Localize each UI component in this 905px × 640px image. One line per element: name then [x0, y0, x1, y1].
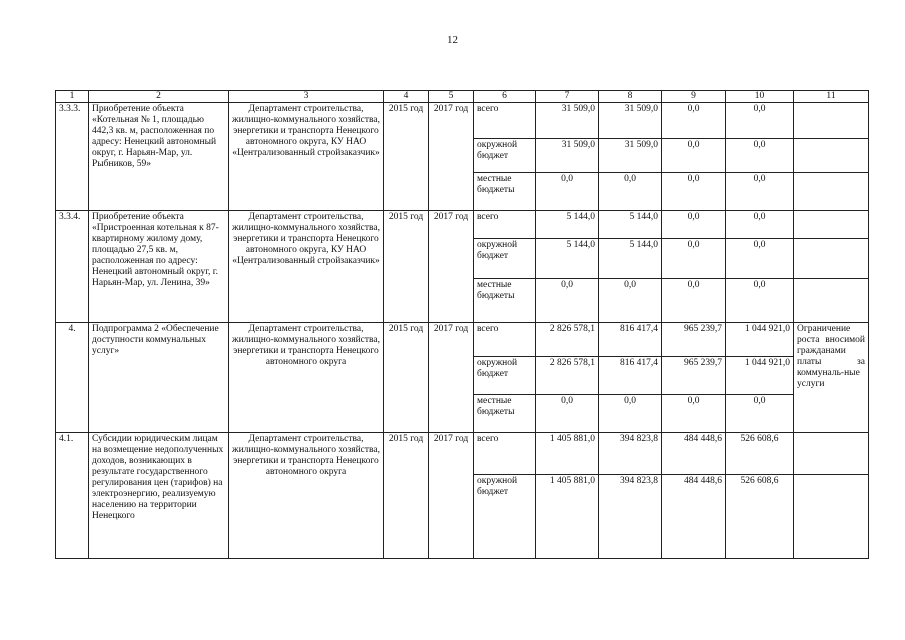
amount-2017: 0,0: [726, 173, 794, 211]
expected-result: [794, 211, 869, 239]
amount-2017: 0,0: [726, 211, 794, 239]
column-header: 8: [599, 91, 662, 103]
table-row: [56, 433, 869, 475]
column-header: 10: [726, 91, 794, 103]
funding-source: окружной бюджет: [474, 475, 536, 559]
budget-table: [55, 90, 869, 559]
amount-2015: 394 823,8: [599, 475, 662, 559]
amount-2017: 0,0: [726, 103, 794, 139]
column-header: 5: [429, 91, 474, 103]
amount-2017: 1 044 921,0: [726, 357, 794, 395]
funding-source: всего: [474, 103, 536, 139]
amount-2015: 5 144,0: [599, 239, 662, 279]
amount-total: 5 144,0: [536, 239, 599, 279]
amount-2015: 816 417,4: [599, 357, 662, 395]
empty-cell: [794, 139, 869, 173]
item-name: Подпрограмма 2 «Обеспечение доступности коммунальных услуг»: [89, 323, 229, 433]
header-row: [56, 91, 869, 103]
amount-2016: 0,0: [662, 173, 726, 211]
item-executor: Департамент строительства, жилищно-коммунального хозяйства, энергетики и транспорта Ненецкого автономного округа, КУ НАО «Централизованный стройзаказчик»: [229, 103, 384, 211]
empty-cell: [794, 475, 869, 559]
amount-total: 0,0: [536, 279, 599, 323]
funding-source: окружной бюджет: [474, 239, 536, 279]
column-header: 4: [384, 91, 429, 103]
amount-total: 1 405 881,0: [536, 475, 599, 559]
item-name: Приобретение объекта «Пристроенная котельная к 87-квартирному жилому дому, площадью 27,5 кв. м, расположенная по адресу: Ненецкий автономный округ, г. Нарьян-Мар, ул. Ленина, 39»: [89, 211, 229, 323]
column-header: 11: [794, 91, 869, 103]
item-end-year: 2017 год: [429, 103, 474, 211]
item-number: 4.: [56, 323, 89, 433]
table-row: [56, 103, 869, 139]
funding-source: местные бюджеты: [474, 279, 536, 323]
item-number: 3.3.3.: [56, 103, 89, 211]
empty-cell: [794, 173, 869, 211]
funding-source: всего: [474, 433, 536, 475]
item-name: Субсидии юридическим лицам на возмещение недополученных доходов, возникающих в результате государственного регулирования цен (тарифов) на электроэнергию, реализуемую населению на территории Ненецкого: [89, 433, 229, 559]
item-name: Приобретение объекта «Котельная № 1, площадью 442,3 кв. м, расположенная по адресу: Ненецкий автономный округ, г. Нарьян-Мар, ул. Рыбников, 59»: [89, 103, 229, 211]
item-executor: Департамент строительства, жилищно-коммунального хозяйства, энергетики и транспорта Ненецкого автономного округа, КУ НАО «Централизованный стройзаказчик»: [229, 211, 384, 323]
amount-total: 5 144,0: [536, 211, 599, 239]
amount-2016: 965 239,7: [662, 357, 726, 395]
expected-result: [794, 433, 869, 475]
amount-2015: 5 144,0: [599, 211, 662, 239]
amount-total: 0,0: [536, 173, 599, 211]
table-row: [56, 211, 869, 239]
funding-source: всего: [474, 211, 536, 239]
item-end-year: 2017 год: [429, 323, 474, 433]
amount-total: 2 826 578,1: [536, 357, 599, 395]
empty-cell: [794, 239, 869, 279]
amount-2015: 0,0: [599, 173, 662, 211]
amount-2016: 0,0: [662, 211, 726, 239]
amount-2016: 0,0: [662, 239, 726, 279]
column-header: 1: [56, 91, 89, 103]
funding-source: местные бюджеты: [474, 173, 536, 211]
page-number: 12: [447, 34, 458, 46]
amount-2016: 484 448,6: [662, 433, 726, 475]
amount-2017: 0,0: [726, 239, 794, 279]
expected-result: Ограничение роста вносимой гражданами платы за коммуналь-ные услуги: [794, 323, 869, 433]
amount-2016: 0,0: [662, 395, 726, 433]
item-executor: Департамент строительства, жилищно-коммунального хозяйства, энергетики и транспорта Ненецкого автономного округа: [229, 433, 384, 559]
amount-total: 0,0: [536, 395, 599, 433]
funding-source: местные бюджеты: [474, 395, 536, 433]
column-header: 3: [229, 91, 384, 103]
item-end-year: 2017 год: [429, 433, 474, 559]
funding-source: окружной бюджет: [474, 139, 536, 173]
amount-total: 1 405 881,0: [536, 433, 599, 475]
column-header: 2: [89, 91, 229, 103]
column-header: 9: [662, 91, 726, 103]
item-start-year: 2015 год: [384, 211, 429, 323]
amount-2017: 0,0: [726, 395, 794, 433]
amount-total: 2 826 578,1: [536, 323, 599, 357]
amount-2015: 394 823,8: [599, 433, 662, 475]
item-start-year: 2015 год: [384, 103, 429, 211]
amount-2016: 0,0: [662, 139, 726, 173]
table-row: [56, 323, 869, 357]
amount-2015: 0,0: [599, 279, 662, 323]
item-number: 4.1.: [56, 433, 89, 559]
amount-2016: 0,0: [662, 279, 726, 323]
amount-2017: 526 608,6: [726, 475, 794, 559]
amount-2015: 31 509,0: [599, 139, 662, 173]
amount-2016: 965 239,7: [662, 323, 726, 357]
amount-total: 31 509,0: [536, 103, 599, 139]
item-executor: Департамент строительства, жилищно-коммунального хозяйства, энергетики и транспорта Ненецкого автономного округа: [229, 323, 384, 433]
item-start-year: 2015 год: [384, 323, 429, 433]
item-end-year: 2017 год: [429, 211, 474, 323]
amount-2017: 0,0: [726, 279, 794, 323]
amount-2015: 0,0: [599, 395, 662, 433]
amount-2015: 816 417,4: [599, 323, 662, 357]
column-header: 6: [474, 91, 536, 103]
funding-source: всего: [474, 323, 536, 357]
amount-2016: 0,0: [662, 103, 726, 139]
amount-total: 31 509,0: [536, 139, 599, 173]
column-header: 7: [536, 91, 599, 103]
amount-2017: 1 044 921,0: [726, 323, 794, 357]
item-start-year: 2015 год: [384, 433, 429, 559]
amount-2017: 526 608,6: [726, 433, 794, 475]
empty-cell: [794, 279, 869, 323]
amount-2015: 31 509,0: [599, 103, 662, 139]
amount-2017: 0,0: [726, 139, 794, 173]
expected-result: [794, 103, 869, 139]
item-number: 3.3.4.: [56, 211, 89, 323]
amount-2016: 484 448,6: [662, 475, 726, 559]
funding-source: окружной бюджет: [474, 357, 536, 395]
